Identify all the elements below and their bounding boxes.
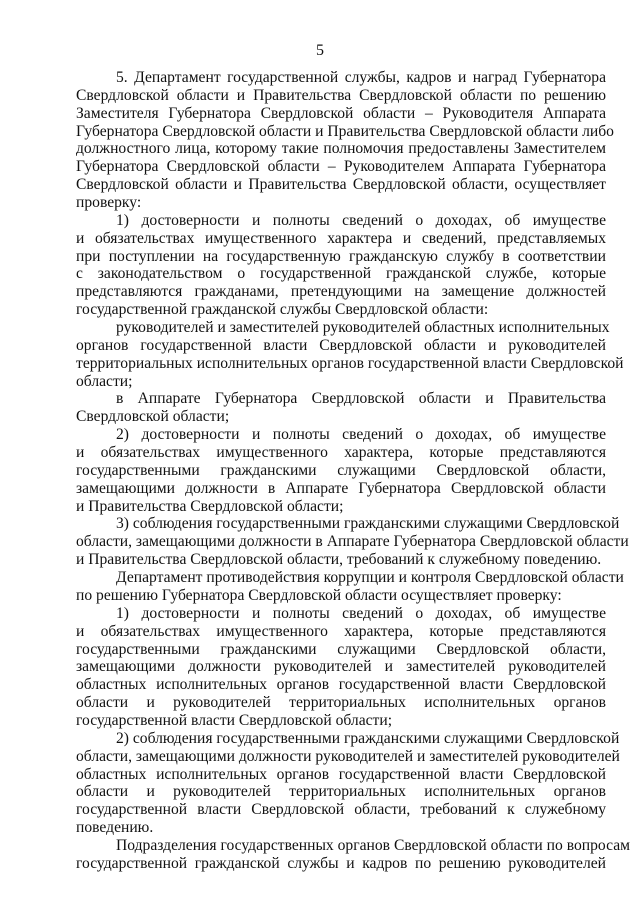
text-line: при поступлении на государственную гражданскую службу в соответствии: [76, 247, 606, 265]
text-line: области и руководителей территориальных исполнительных органов: [76, 694, 606, 712]
text-line: Департамент противодействия коррупции и контроля Свердловской области: [116, 569, 624, 587]
text-line: и обязательствах имущественного характера и сведений, представляемых: [76, 229, 606, 247]
text-line: государственной гражданской службы и кадров по решению руководителей: [76, 854, 606, 872]
text-line: государственными гражданскими служащими Свердловской области,: [76, 640, 606, 658]
text-line: Заместителя Губернатора Свердловской области – Руководителя Аппарата: [76, 104, 606, 122]
text-line: 1) достоверности и полноты сведений о доходах, об имуществе: [116, 211, 606, 229]
text-line: и Правительства Свердловской области;: [76, 497, 344, 515]
paragraph: [76, 69, 614, 212]
text-line: Свердловской области и Правительства Свердловской области по решению: [76, 86, 606, 104]
paragraph: [76, 605, 606, 730]
text-line: в Аппарате Губернатора Свердловской области и Правительства: [116, 390, 606, 408]
page-number: 5: [316, 42, 324, 59]
text-line: области, замещающими должности руководителей и заместителей руководителей: [76, 747, 620, 765]
text-line: государственной власти Свердловской области;: [76, 711, 393, 729]
text-line: с законодательством о государственной гражданской службе, которые: [76, 265, 606, 283]
text-line: замещающими должности в Аппарате Губернатора Свердловской области: [76, 479, 606, 497]
text-line: областных исполнительных органов государственной власти Свердловской: [76, 765, 606, 783]
text-line: и обязательствах имущественного характера, которые представляются: [76, 622, 606, 640]
text-line: 1) достоверности и полноты сведений о доходах, об имуществе: [116, 604, 606, 622]
text-line: Свердловской области и Правительства Свердловской области, осуществляет: [76, 176, 606, 194]
text-line: представляются гражданами, претендующими на замещение должностей: [76, 283, 606, 301]
text-line: 2) достоверности и полноты сведений о доходах, об имуществе: [116, 426, 606, 444]
text-line: области, замещающими должности в Аппарате Губернатора Свердловской области: [76, 533, 629, 551]
text-line: органов государственной власти Свердловской области и руководителей: [76, 336, 606, 354]
text-line: 5. Департамент государственной службы, кадров и наград Губернатора: [116, 69, 606, 86]
paragraph: [76, 426, 606, 515]
paragraph: [76, 729, 620, 837]
text-line: области и руководителей территориальных исполнительных органов: [76, 783, 606, 801]
text-line: должностного лица, которому такие полномочия предоставлены Заместителем: [76, 140, 606, 158]
text-line: Губернатора Свердловской области – Руководителем Аппарата Губернатора: [76, 158, 606, 176]
text-line: замещающими должности руководителей и заместителей руководителей: [76, 658, 606, 676]
paragraph: [76, 212, 606, 319]
text-line: государственными гражданскими служащими Свердловской области,: [76, 461, 606, 479]
text-line: государственной власти Свердловской области, требований к служебному: [76, 801, 606, 819]
paragraph: [76, 390, 606, 426]
text-line: проверку:: [76, 194, 142, 212]
text-line: руководителей и заместителей руководителей областных исполнительных: [116, 319, 610, 337]
paragraph: [76, 836, 630, 873]
text-line: и обязательствах имущественного характера, которые представляются: [76, 444, 606, 462]
text-line: Свердловской области;: [76, 408, 230, 426]
text-line: государственной гражданской службы Свердловской области:: [76, 301, 489, 319]
text-line: Подразделения государственных органов Свердловской области по вопросам: [116, 836, 630, 854]
text-line: областных исполнительных органов государственной власти Свердловской: [76, 676, 606, 694]
text-line: по решению Губернатора Свердловской области осуществляет проверку:: [76, 586, 562, 604]
text-line: поведению.: [76, 819, 154, 837]
text-line: 2) соблюдения государственными гражданскими служащими Свердловской: [116, 729, 620, 747]
text-line: 3) соблюдения государственными гражданскими служащими Свердловской: [116, 515, 620, 533]
text-line: области;: [76, 372, 133, 390]
document-body: [76, 69, 630, 873]
paragraph: [76, 319, 624, 390]
text-line: Губернатора Свердловской области и Правительства Свердловской области либо: [76, 122, 614, 140]
paragraph: [76, 569, 624, 605]
text-line: и Правительства Свердловской области, требований к служебному поведению.: [76, 551, 602, 569]
text-line: территориальных исполнительных органов государственной власти Свердловской: [76, 354, 624, 372]
paragraph: [76, 515, 629, 569]
